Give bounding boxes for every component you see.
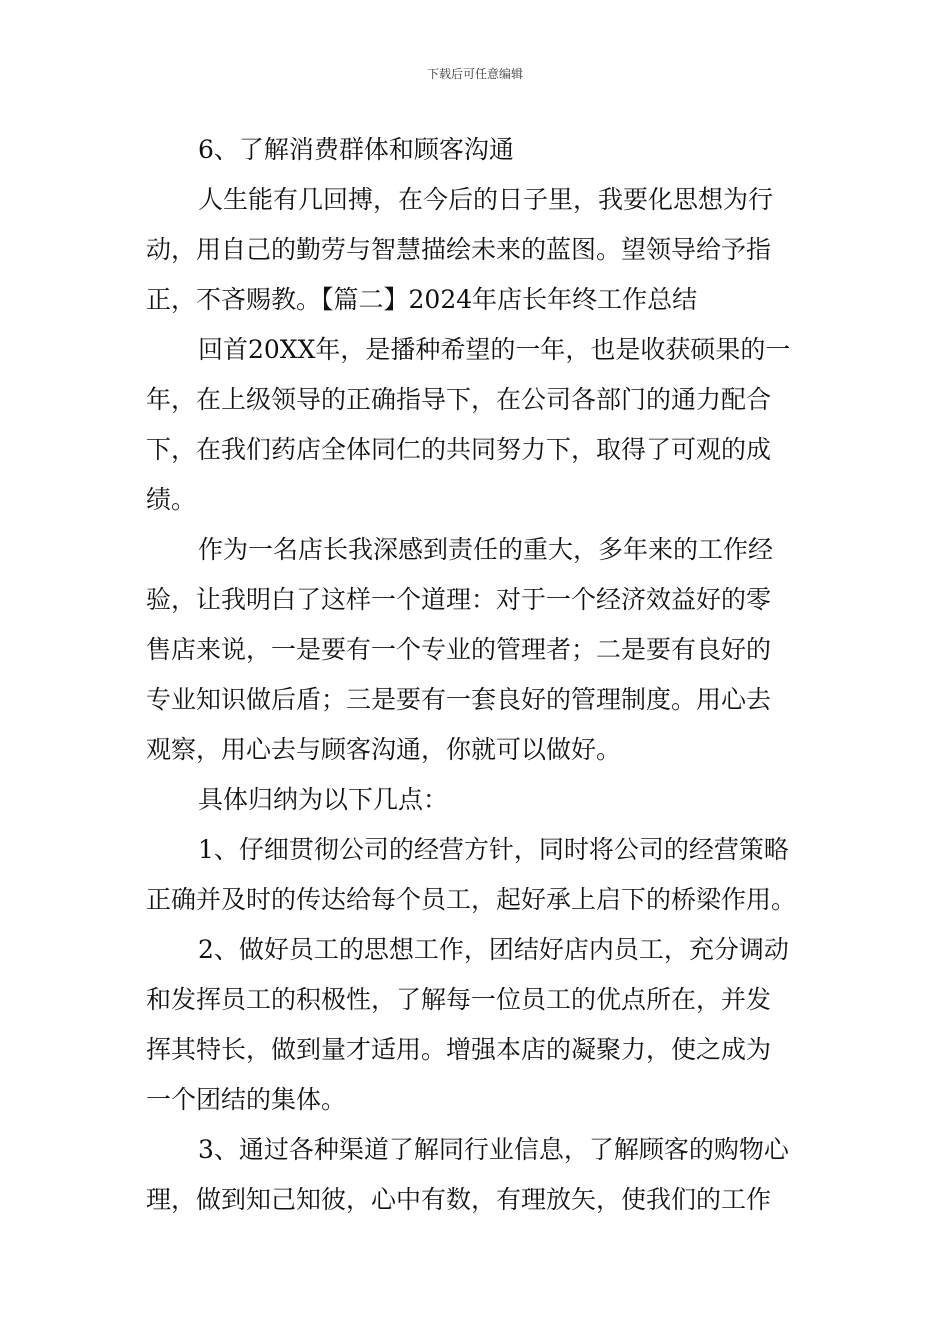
document-body	[146, 125, 811, 1225]
text-line: 观察，用心去与顾客沟通，你就可以做好。	[146, 735, 622, 764]
text-line: 和发挥员工的积极性，了解每一位员工的优点所在，并发	[146, 985, 772, 1014]
text-line: 验，让我明白了这样一个道理：对于一个经济效益好的零	[146, 585, 772, 614]
text-line: 挥其特长，做到量才适用。增强本店的凝聚力，使之成为	[146, 1035, 772, 1064]
text-line: 动，用自己的勤劳与智慧描绘未来的蓝图。望领导给予指	[146, 235, 772, 264]
text-line: 年，在上级领导的正确指导下，在公司各部门的通力配合	[146, 385, 772, 414]
text-line: 2、做好员工的思想工作，团结好店内员工，充分调动	[198, 935, 789, 964]
text-line: 人生能有几回搏，在今后的日子里，我要化思想为行	[198, 185, 774, 214]
text-line: 回首20XX年，是播种希望的一年，也是收获硕果的一	[198, 335, 791, 364]
text-line: 下，在我们药店全体同仁的共同努力下，取得了可观的成	[146, 435, 772, 464]
text-line: 作为一名店长我深感到责任的重大，多年来的工作经	[198, 535, 774, 564]
text-line: 正，不吝赐教。【篇二】2024年店长年终工作总结	[146, 285, 698, 314]
text-line: 售店来说，一是要有一个专业的管理者；二是要有良好的	[146, 635, 772, 664]
text-line: 1、仔细贯彻公司的经营方针，同时将公司的经营策略	[198, 835, 789, 864]
text-line: 绩。	[146, 485, 197, 514]
text-line: 具体归纳为以下几点：	[198, 785, 449, 814]
text-line: 理，做到知己知彼，心中有数，有理放矢，使我们的工作	[146, 1185, 772, 1214]
text-line: 6、了解消费群体和顾客沟通	[198, 135, 514, 164]
text-line: 专业知识做后盾；三是要有一套良好的管理制度。用心去	[146, 685, 772, 714]
page-header: 下载后可任意编辑	[426, 67, 523, 81]
text-line: 正确并及时的传达给每个员工，起好承上启下的桥梁作用。	[146, 885, 797, 914]
text-line: 3、通过各种渠道了解同行业信息，了解顾客的购物心	[198, 1135, 789, 1164]
text-line: 一个团结的集体。	[146, 1085, 347, 1114]
